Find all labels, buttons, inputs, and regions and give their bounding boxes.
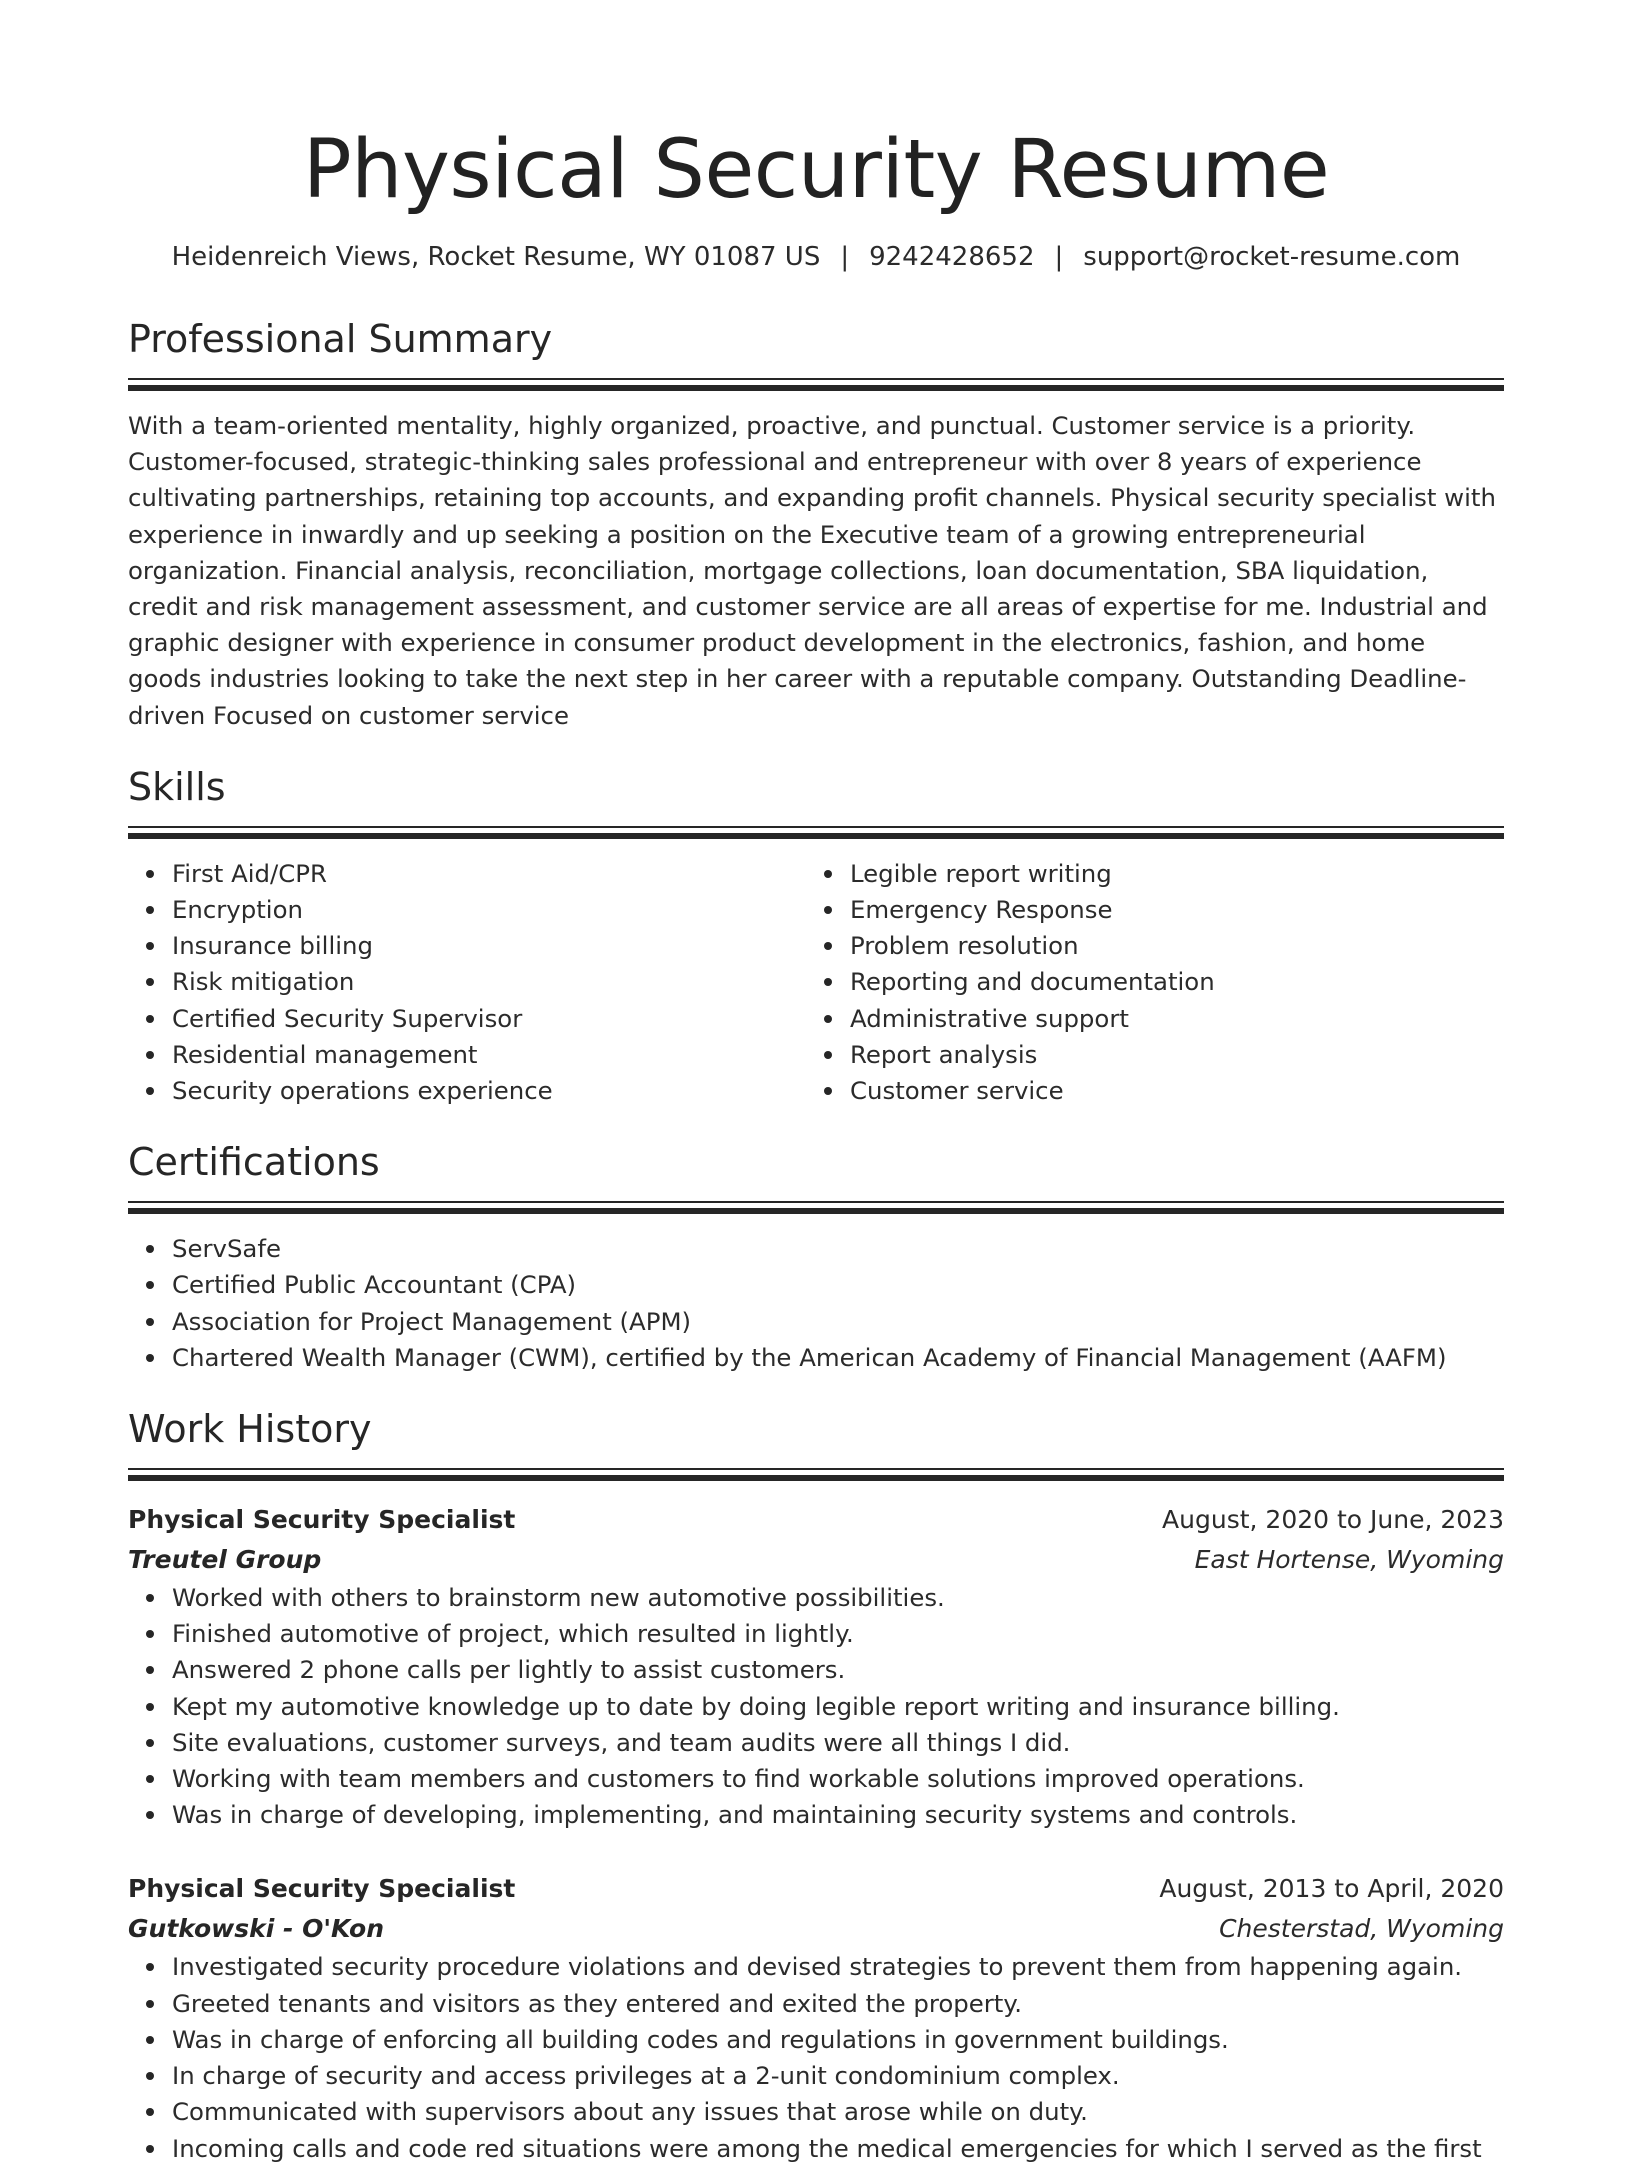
skill-item: Report analysis (850, 1037, 1484, 1073)
summary-text: With a team-oriented mentality, highly organized, proactive, and punctual. Customer service is a priority. Customer-focused, strategic-thinking sales professional and entrepreneur with over 8 years of experience cultivating partnerships, retaining top accounts, and expanding profit channels. Physical security specialist with experience in inwardly and up seeking a position on the Executive team of a growing entrepreneurial organization. Financial analysis, reconciliation, mortgage collections, loan documentation, SBA liquidation, credit and risk management assessment, and customer service are all areas of expertise for me. Industrial and graphic designer with experience in consumer product development in the electronics, fashion, and home goods industries looking to take the next step in her career with a reputable company. Outstanding Deadline-driven Focused on customer service (128, 411, 1496, 730)
job-company: Gutkowski - O'Kon (128, 1914, 385, 1944)
certification-item: Association for Project Management (APM) (172, 1304, 1504, 1340)
contact-line (128, 240, 1504, 274)
section-divider (128, 1468, 1504, 1482)
job-duty-item: In charge of security and access privileges at a 2-unit condominium complex. (172, 2058, 1504, 2094)
skill-item: Administrative support (850, 1001, 1484, 1037)
section-divider (128, 378, 1504, 392)
job-header-row (128, 1869, 1504, 1909)
section-title-work-history: Work History (128, 1407, 372, 1452)
skill-item: Security operations experience (172, 1073, 806, 1109)
section-title-summary: Professional Summary (128, 317, 553, 361)
skill-item: Problem resolution (850, 928, 1484, 964)
section-title-certifications: Certifications (128, 1140, 380, 1185)
job-duties-list (128, 1580, 1504, 1833)
job-duty-item: Was in charge of enforcing all building codes and regulations in government buildings. (172, 2022, 1504, 2058)
skill-item: Residential management (172, 1037, 806, 1073)
job-dates: August, 2013 to April, 2020 (1159, 1874, 1504, 1904)
job-location: Chesterstad, Wyoming (1219, 1914, 1504, 1944)
job-duty-item: Kept my automotive knowledge up to date by doing legible report writing and insurance billing. (172, 1689, 1504, 1725)
job-duty-item: Worked with others to brainstorm new automotive possibilities. (172, 1580, 1504, 1616)
skill-item: Risk mitigation (172, 964, 806, 1000)
work-history-section (128, 1406, 1504, 2167)
job-duty-item: Answered 2 phone calls per lightly to assist customers. (172, 1652, 1504, 1688)
certification-item: Chartered Wealth Manager (CWM), certified by the American Academy of Financial Management (AAFM) (172, 1340, 1504, 1376)
certifications-section (128, 1139, 1504, 1376)
skill-item: Reporting and documentation (850, 964, 1484, 1000)
contact-phone: 9242428652 (869, 242, 1035, 272)
certification-item: Certified Public Accountant (CPA) (172, 1267, 1504, 1303)
job-company-row (128, 1540, 1504, 1580)
skills-list-right (806, 856, 1484, 1109)
skill-item: Legible report writing (850, 856, 1484, 892)
job-duty-item: Investigated security procedure violations and devised strategies to prevent them from happening again. (172, 1949, 1504, 1985)
skills-column-left (128, 856, 806, 1109)
job-company-row (128, 1909, 1504, 1949)
skills-grid (128, 856, 1504, 1109)
job-duty-item: Communicated with supervisors about any issues that arose while on duty. (172, 2094, 1504, 2130)
section-divider (128, 826, 1504, 840)
resume-title: Physical Security Resume (302, 123, 1330, 217)
contact-separator: | (1054, 242, 1064, 272)
job-duty-item: Incoming calls and code red situations were among the medical emergencies for which I served as the first (172, 2131, 1504, 2167)
certifications-list-wrap (128, 1231, 1504, 1376)
job-dates: August, 2020 to June, 2023 (1162, 1505, 1504, 1535)
skill-item: Emergency Response (850, 892, 1484, 928)
skill-item: Insurance billing (172, 928, 806, 964)
job-title: Physical Security Specialist (128, 1505, 516, 1535)
job-entry (128, 1869, 1504, 2166)
job-duties-list (128, 1949, 1504, 2166)
skill-item: First Aid/CPR (172, 856, 806, 892)
resume-page (128, 0, 1504, 2167)
section-divider (128, 1201, 1504, 1215)
job-company: Treutel Group (128, 1545, 322, 1575)
skills-section (128, 764, 1504, 1109)
certifications-list (128, 1231, 1504, 1376)
contact-email: support@rocket-resume.com (1083, 242, 1461, 272)
job-duty-item: Site evaluations, customer surveys, and team audits were all things I did. (172, 1725, 1504, 1761)
contact-address: Heidenreich Views, Rocket Resume, WY 01087 US (171, 242, 821, 272)
job-title: Physical Security Specialist (128, 1874, 516, 1904)
job-duty-item: Was in charge of developing, implementing, and maintaining security systems and controls. (172, 1797, 1504, 1833)
contact-separator: | (840, 242, 850, 272)
summary-section (128, 316, 1504, 734)
job-duty-item: Finished automotive of project, which resulted in lightly. (172, 1616, 1504, 1652)
job-duty-item: Working with team members and customers to find workable solutions improved operations. (172, 1761, 1504, 1797)
job-duty-item: Greeted tenants and visitors as they entered and exited the property. (172, 1986, 1504, 2022)
certification-item: ServSafe (172, 1231, 1504, 1267)
skill-item: Encryption (172, 892, 806, 928)
skill-item: Customer service (850, 1073, 1484, 1109)
job-header-row (128, 1500, 1504, 1540)
skill-item: Certified Security Supervisor (172, 1001, 806, 1037)
job-entry (128, 1500, 1504, 1833)
skills-list-left (128, 856, 806, 1109)
job-location: East Hortense, Wyoming (1194, 1545, 1504, 1575)
section-title-skills: Skills (128, 764, 226, 809)
skills-column-right (806, 856, 1484, 1109)
